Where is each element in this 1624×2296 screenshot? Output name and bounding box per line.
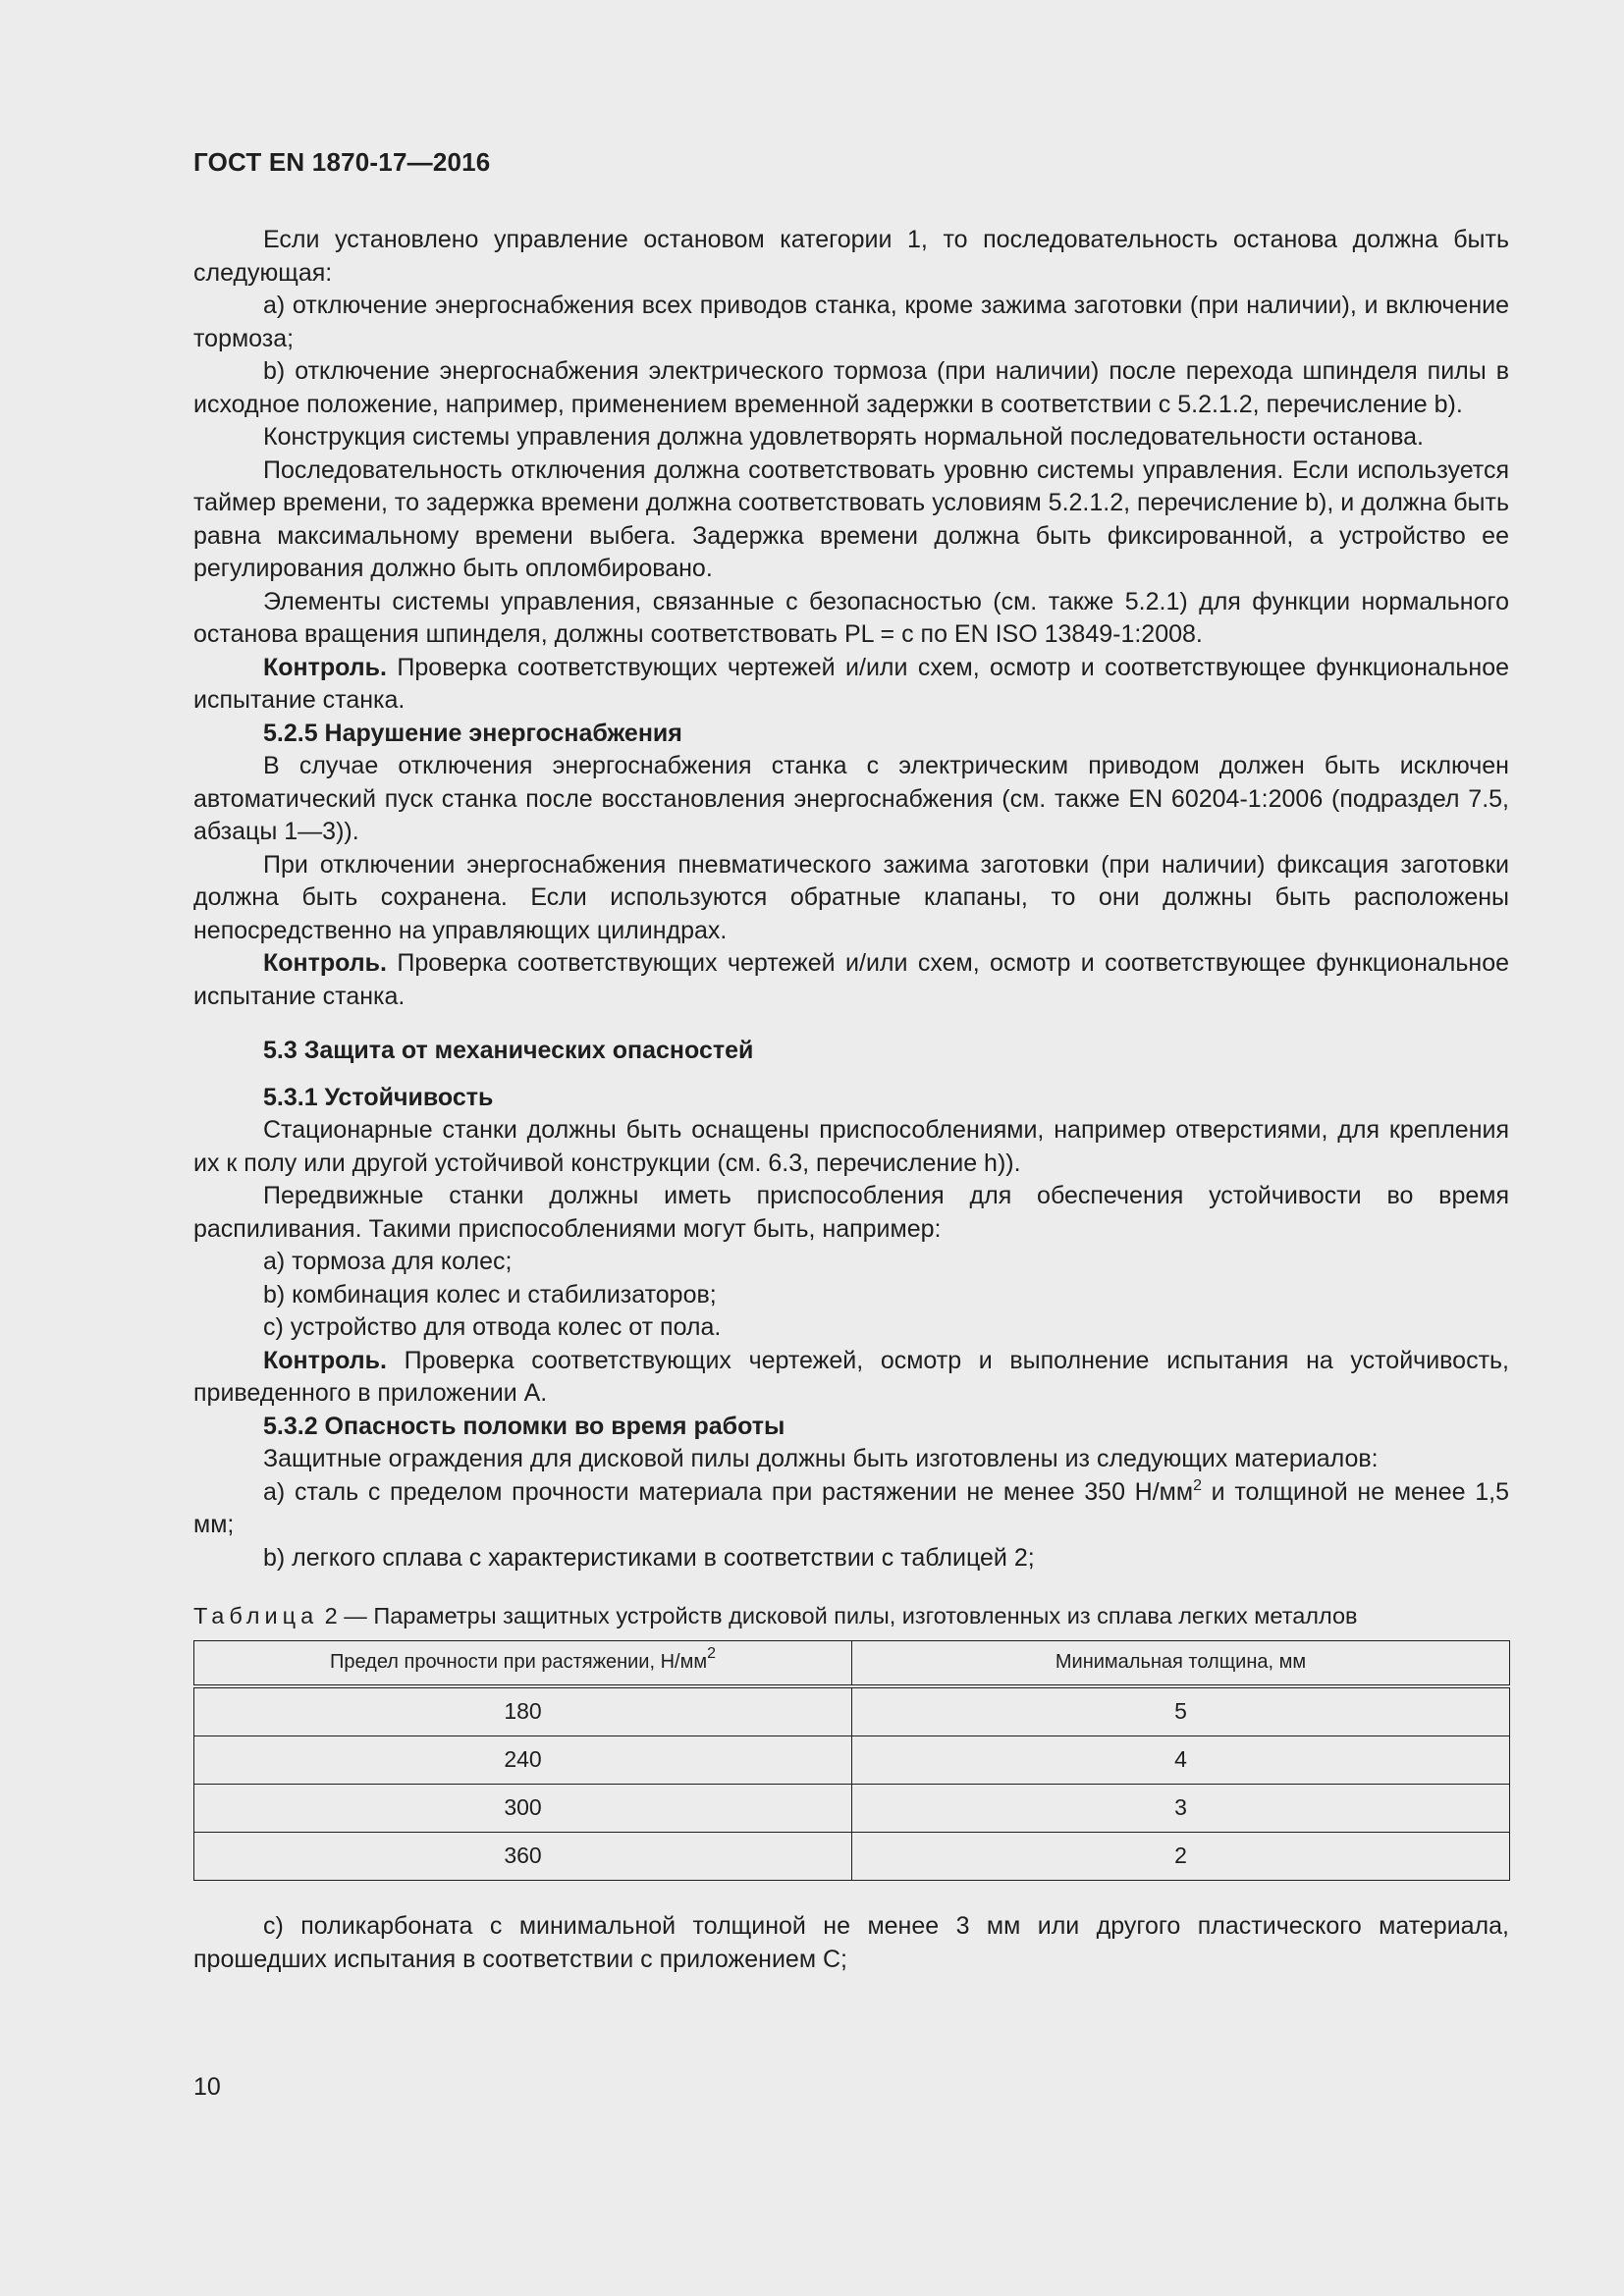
heading-5-3: 5.3 Защита от механических опасностей xyxy=(263,1037,754,1064)
column-header-thickness: Минимальная толщина, мм xyxy=(852,1641,1510,1687)
list-item-c: c) устройство для отвода колес от пола. xyxy=(263,1313,722,1341)
steel-text-end: и толщиной не менее 1,5 мм; xyxy=(193,1477,1509,1538)
paragraph-power-loss: В случае отключения энергоснабжения станка с электрическим приводом должен быть исключен автоматический пуск станка после восстановления энергоснабжения (см. также EN 60204-1:2006 (подраздел 7.5, абзацы 1—3)). xyxy=(193,752,1509,845)
paragraph-mobile-machines: Передвижные станки должны иметь приспособления для обеспечения устойчивости во время распиливания. Такими приспособлениями могут быть, например: xyxy=(193,1182,1509,1243)
cell-strength: 360 xyxy=(194,1833,852,1881)
column-header-strength: Предел прочности при растяжении, $Н/мм^2$ xyxy=(194,1641,852,1687)
list-item-a: a) отключение энергоснабжения всех приводов станка, кроме зажима заготовки (при наличии), и включение тормоза; xyxy=(193,292,1509,352)
verification-text: Проверка соответствующих чертежей и/или схем, осмотр и соответствующее функциональное испытание станка. xyxy=(193,653,1509,714)
steel-text: a) сталь с пределом прочности материала при растяжении не менее 350 Н/мм xyxy=(263,1477,1194,1506)
verification-label: Контроль. xyxy=(263,949,387,977)
verification-label: Контроль. xyxy=(263,1346,387,1374)
cell-strength: 180 xyxy=(194,1686,852,1736)
cell-thickness: 4 xyxy=(852,1736,1510,1785)
list-item-c: c) поликарбоната с минимальной толщиной не менее 3 мм или другого пластического материала, прошедших испытания в соответствии с приложением C; xyxy=(193,1912,1509,1973)
cell-strength: 300 xyxy=(194,1785,852,1833)
list-item-b: b) отключение энергоснабжения электрического тормоза (при наличии) после перехода шпинделя пилы в исходное положение, например, применением временной задержки в соответствии с 5.2.1.2, перечисление b). xyxy=(193,357,1509,418)
paragraph-safety-elements: Элементы системы управления, связанные с безопасностью (см. также 5.2.1) для функции нормального останова вращения шпинделя, должны соответствовать PL = c по EN ISO 13849-1:2008. xyxy=(193,587,1509,648)
document-body xyxy=(193,224,1509,1976)
paragraph-verification xyxy=(193,947,1509,1013)
table-header-row xyxy=(194,1641,1510,1687)
table-caption xyxy=(193,1601,1509,1630)
table-caption-text: 2 — Параметры защитных устройств дисковой пилы, изготовленных из сплава легких металлов xyxy=(318,1603,1358,1629)
heading-5-2-5: 5.2.5 Нарушение энергоснабжения xyxy=(263,719,682,747)
paragraph-verification xyxy=(193,1345,1509,1411)
table-row xyxy=(194,1833,1510,1881)
paragraph-stop-category: Если установлено управление остановом категории 1, то последовательность останова должна быть следующая: xyxy=(193,226,1509,287)
verification-label: Контроль. xyxy=(263,653,387,681)
cell-thickness: 2 xyxy=(852,1833,1510,1881)
heading-5-3-1: 5.3.1 Устойчивость xyxy=(263,1083,494,1111)
list-item-b: b) комбинация колес и стабилизаторов; xyxy=(263,1280,717,1308)
cell-thickness: 3 xyxy=(852,1785,1510,1833)
cell-strength: 240 xyxy=(194,1736,852,1785)
paragraph-shutdown-sequence: Последовательность отключения должна соответствовать уровню системы управления. Если используется таймер времени, то задержка времени должна соответствовать условиям 5.2.1.2, перечисление b), и должна быть равна максимальному времени выбега. Задержка времени должна быть фиксированной, а устройство ее регулирования должно быть опломбировано. xyxy=(193,455,1509,582)
paragraph-stationary-machines: Стационарные станки должны быть оснащены приспособлениями, например отверстиями, для крепления их к полу или другой устойчивой конструкции (см. 6.3, перечисление h)). xyxy=(193,1116,1509,1177)
paragraph-control-system: Конструкция системы управления должна удовлетворять нормальной последовательности останова. xyxy=(263,423,1424,451)
list-item-b: b) легкого сплава с характеристиками в соответствии с таблицей 2; xyxy=(263,1543,1035,1572)
paragraph-pneumatic-clamp: При отключении энергоснабжения пневматического зажима заготовки (при наличии) фиксация заготовки должна быть сохранена. Если используются обратные клапаны, то они должны быть расположены непосредственно на управляющих цилиндрах. xyxy=(193,850,1509,944)
table-caption-label: Таблица xyxy=(193,1603,319,1629)
superscript: 2 xyxy=(1193,1476,1202,1494)
paragraph-verification xyxy=(193,652,1509,718)
verification-text: Проверка соответствующих чертежей, осмотр и выполнение испытания на устойчивость, приведенного в приложении А. xyxy=(193,1346,1509,1407)
table-row xyxy=(194,1686,1510,1736)
parameters-table xyxy=(193,1640,1510,1881)
list-item-a xyxy=(193,1476,1509,1542)
document-page xyxy=(193,0,1509,2296)
verification-text: Проверка соответствующих чертежей и/или схем, осмотр и соответствующее функциональное испытание станка. xyxy=(193,949,1509,1010)
document-id-header: ГОСТ EN 1870-17—2016 xyxy=(193,147,491,177)
page-number: 10 xyxy=(193,2073,221,2101)
list-item-a: a) тормоза для колес; xyxy=(263,1248,513,1275)
table-row xyxy=(194,1785,1510,1833)
table-row xyxy=(194,1736,1510,1785)
heading-5-3-2: 5.3.2 Опасность поломки во время работы xyxy=(263,1412,785,1440)
paragraph-guard-materials: Защитные ограждения для дисковой пилы должны быть изготовлены из следующих материалов: xyxy=(263,1445,1379,1472)
cell-thickness: 5 xyxy=(852,1686,1510,1736)
